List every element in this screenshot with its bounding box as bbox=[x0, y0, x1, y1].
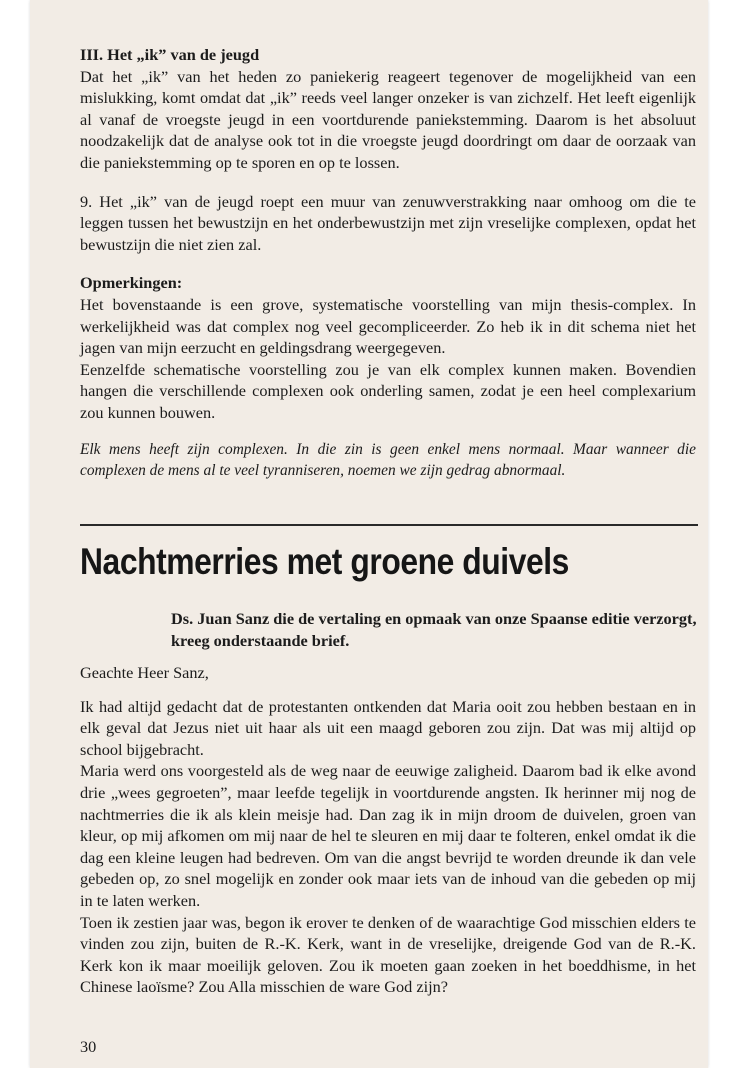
remarks-heading: Opmerkingen: bbox=[80, 273, 183, 293]
page-number: 30 bbox=[80, 1037, 97, 1056]
letter-paragraph: Toen ik zestien jaar was, begon ik erover te denken of de waarachtige God misschien elders te vinden zou zijn, buiten de R.-K. Kerk, want in de vreselijke, dreigende God van de R.-K. Kerk kon ik maar moeilijk geloven. Zou ik moeten gaan zoeken in het boeddhisme, in het Chinese laoïsme? Zou Alla misschien de ware God zijn? bbox=[80, 912, 696, 997]
italic-note: Elk mens heeft zijn complexen. In die zin is geen enkel mens normaal. Maar wanneer die complexen de mens al te veel tyranniseren, noemen we zijn gedrag abnormaal. bbox=[80, 440, 696, 480]
article-intro: Ds. Juan Sanz die de vertaling en opmaak van onze Spaanse editie verzorgt, kreeg onderstaande brief. bbox=[171, 609, 697, 650]
section-heading: III. Het „ik” van de jeugd bbox=[80, 45, 260, 64]
letter-salutation: Geachte Heer Sanz, bbox=[80, 663, 209, 682]
article-title: Nachtmerries met groene duivels bbox=[80, 541, 569, 582]
letter-paragraph: Ik had altijd gedacht dat de protestanten ontkenden dat Maria ooit zou hebben bestaan en in elk geval dat Jezus niet uit haar als uit een maagd geboren zou zijn. Dat was mij altijd op school bijgebracht. bbox=[80, 696, 696, 759]
book-page bbox=[30, 0, 708, 1068]
section-divider bbox=[80, 524, 698, 526]
letter-paragraph: Maria werd ons voorgesteld als de weg naar de eeuwige zaligheid. Daarom bad ik elke avond drie „wees gegroeten”, maar leefde tegelijk in voortdurende angsten. Ik herinner mij nog de nachtmerries die ik als klein meisje had. Dan zag ik in mijn droom de duivelen, groen van kleur, op mij afkomen om mij naar de hel te sleuren en mij daar te folteren, enkel omdat ik die dag een kleine leugen had bedreven. Om van die angst bevrijd te worden dreunde ik dan vele gebeden op, zo snel mogelijk en zonder ook maar iets van de inhoud van die gebeden op mij in te laten werken. bbox=[80, 761, 696, 910]
top-section bbox=[80, 44, 696, 482]
remarks-paragraph-1: Het bovenstaande is een grove, systematische voorstelling van mijn thesis-complex. In werkelijkheid was dat complex nog veel gecompliceerder. Zo heb ik in dit schema niet het jagen van mijn eerzucht en geldingsdrang weergegeven. bbox=[80, 294, 696, 358]
point-9-paragraph: 9. Het „ik” van de jeugd roept een muur van zenuwverstrakking naar omhoog om die te leggen tussen het bewustzijn en het onderbewustzijn met zijn vreselijke complexen, opdat het bewustzijn die niet zien zal. bbox=[80, 191, 696, 254]
letter-body bbox=[80, 662, 696, 998]
section-paragraph: Dat het „ik” van het heden zo paniekerig reageert tegenover de mogelijkheid van een mislukking, komt omdat dat „ik” reeds veel langer onzeker is van zichzelf. Het leeft eigenlijk al vanaf de vroegste jeugd in een voortdurende paniekstemming. Daarom is het absoluut noodzakelijk dat de analyse ook tot in die vroegste jeugd doordringt om daar de oorzaak van die paniekstemming op te sporen en op te lossen. bbox=[80, 66, 696, 172]
remarks-paragraph-2: Eenzelfde schematische voorstelling zou je van elk complex kunnen maken. Bovendien hangen die verschillende complexen ook onderling samen, zodat je een heel complexarium zou kunnen bouwen. bbox=[80, 359, 696, 422]
